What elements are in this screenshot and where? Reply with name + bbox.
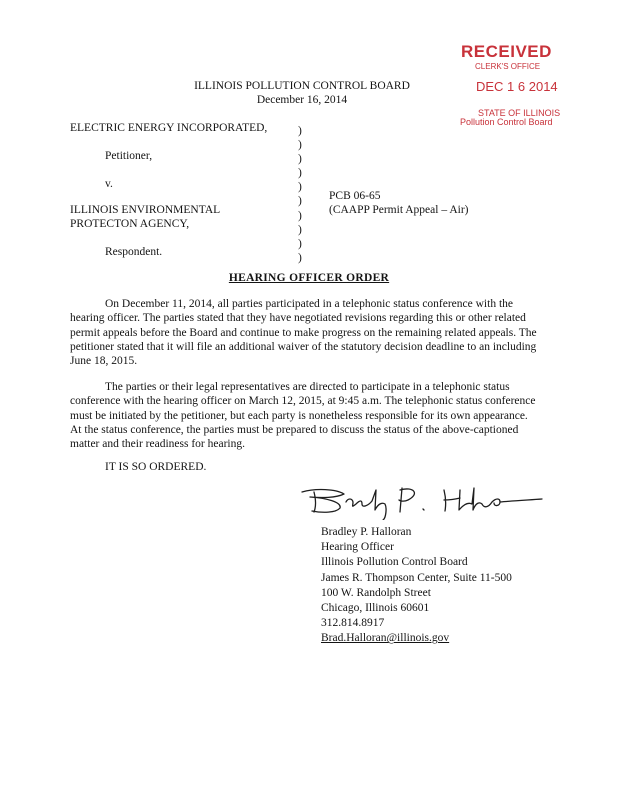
respondent-name-line1: ILLINOIS ENVIRONMENTAL bbox=[70, 204, 221, 216]
order-title: HEARING OFFICER ORDER bbox=[228, 272, 390, 284]
paragraph-status-conference: On December 11, 2014, all parties participated in a telephonic status conference with the hearing officer. The parties stated that they have negotiated revisions regarding this or other related permit appeals before the Board and continue to make progress on the remaining related appeals. The petitioner stated that it will file an additional waiver of the statutory decision deadline to an including June 18, 2015. bbox=[70, 298, 537, 368]
caption-bracket: ) bbox=[298, 125, 302, 137]
case-type: (CAAPP Permit Appeal – Air) bbox=[329, 204, 469, 216]
signature-block bbox=[321, 525, 512, 647]
agency-heading: ILLINOIS POLLUTION CONTROL BOARD bbox=[194, 80, 410, 92]
respondent-role: Respondent. bbox=[105, 246, 163, 258]
caption-bracket: ) bbox=[298, 195, 302, 208]
handwritten-signature bbox=[296, 480, 546, 520]
stamp-state: STATE OF ILLINOIS bbox=[478, 108, 561, 118]
versus: v. bbox=[105, 178, 113, 190]
caption-bracket: ) bbox=[298, 153, 302, 166]
caption-bracket: ) bbox=[298, 223, 302, 236]
stamp-board: Pollution Control Board bbox=[460, 117, 553, 127]
petitioner-name: ELECTRIC ENERGY INCORPORATED, bbox=[70, 122, 268, 134]
petitioner-role: Petitioner, bbox=[105, 150, 153, 162]
respondent-name-line2: PROTECTON AGENCY, bbox=[70, 218, 190, 230]
caption-brackets bbox=[298, 124, 302, 265]
caption-bracket: ) bbox=[298, 237, 302, 250]
paragraph-directive: The parties or their legal representatives are directed to participate in a telephonic status conference with the hearing officer on March 12, 2015, at 9:45 a.m. The telephonic status conference must be initiated by the petitioner, but each party is nonetheless responsible for its own appearance. At the status conference, the parties must be prepared to discuss the status of the above-captioned matter and their readiness for hearing. bbox=[70, 381, 536, 451]
case-number: PCB 06-65 bbox=[329, 190, 381, 202]
stamp-date: DEC 1 6 2014 bbox=[476, 79, 558, 94]
stamp-received: RECEIVED bbox=[461, 42, 552, 61]
stamp-clerks-office: CLERK'S OFFICE bbox=[475, 62, 541, 71]
signer-name: Bradley P. Halloran bbox=[321, 526, 412, 538]
caption-bracket: ) bbox=[298, 209, 302, 222]
order-date: December 16, 2014 bbox=[256, 94, 348, 106]
caption-bracket: ) bbox=[298, 167, 302, 180]
signer-email-link[interactable]: Brad.Halloran@illinois.gov bbox=[321, 632, 450, 645]
signer-phone: 312.814.8917 bbox=[321, 617, 385, 630]
signer-city: Chicago, Illinois 60601 bbox=[321, 602, 430, 615]
signer-address-line1: James R. Thompson Center, Suite 11-500 bbox=[321, 571, 512, 584]
signer-address-line2: 100 W. Randolph Street bbox=[321, 586, 431, 599]
caption-bracket: ) bbox=[298, 251, 302, 264]
caption-bracket: ) bbox=[298, 139, 302, 152]
signer-title: Hearing Officer bbox=[321, 541, 394, 554]
signer-organization: Illinois Pollution Control Board bbox=[321, 556, 468, 569]
closing-statement: IT IS SO ORDERED. bbox=[105, 461, 207, 473]
caption-bracket: ) bbox=[298, 181, 302, 194]
